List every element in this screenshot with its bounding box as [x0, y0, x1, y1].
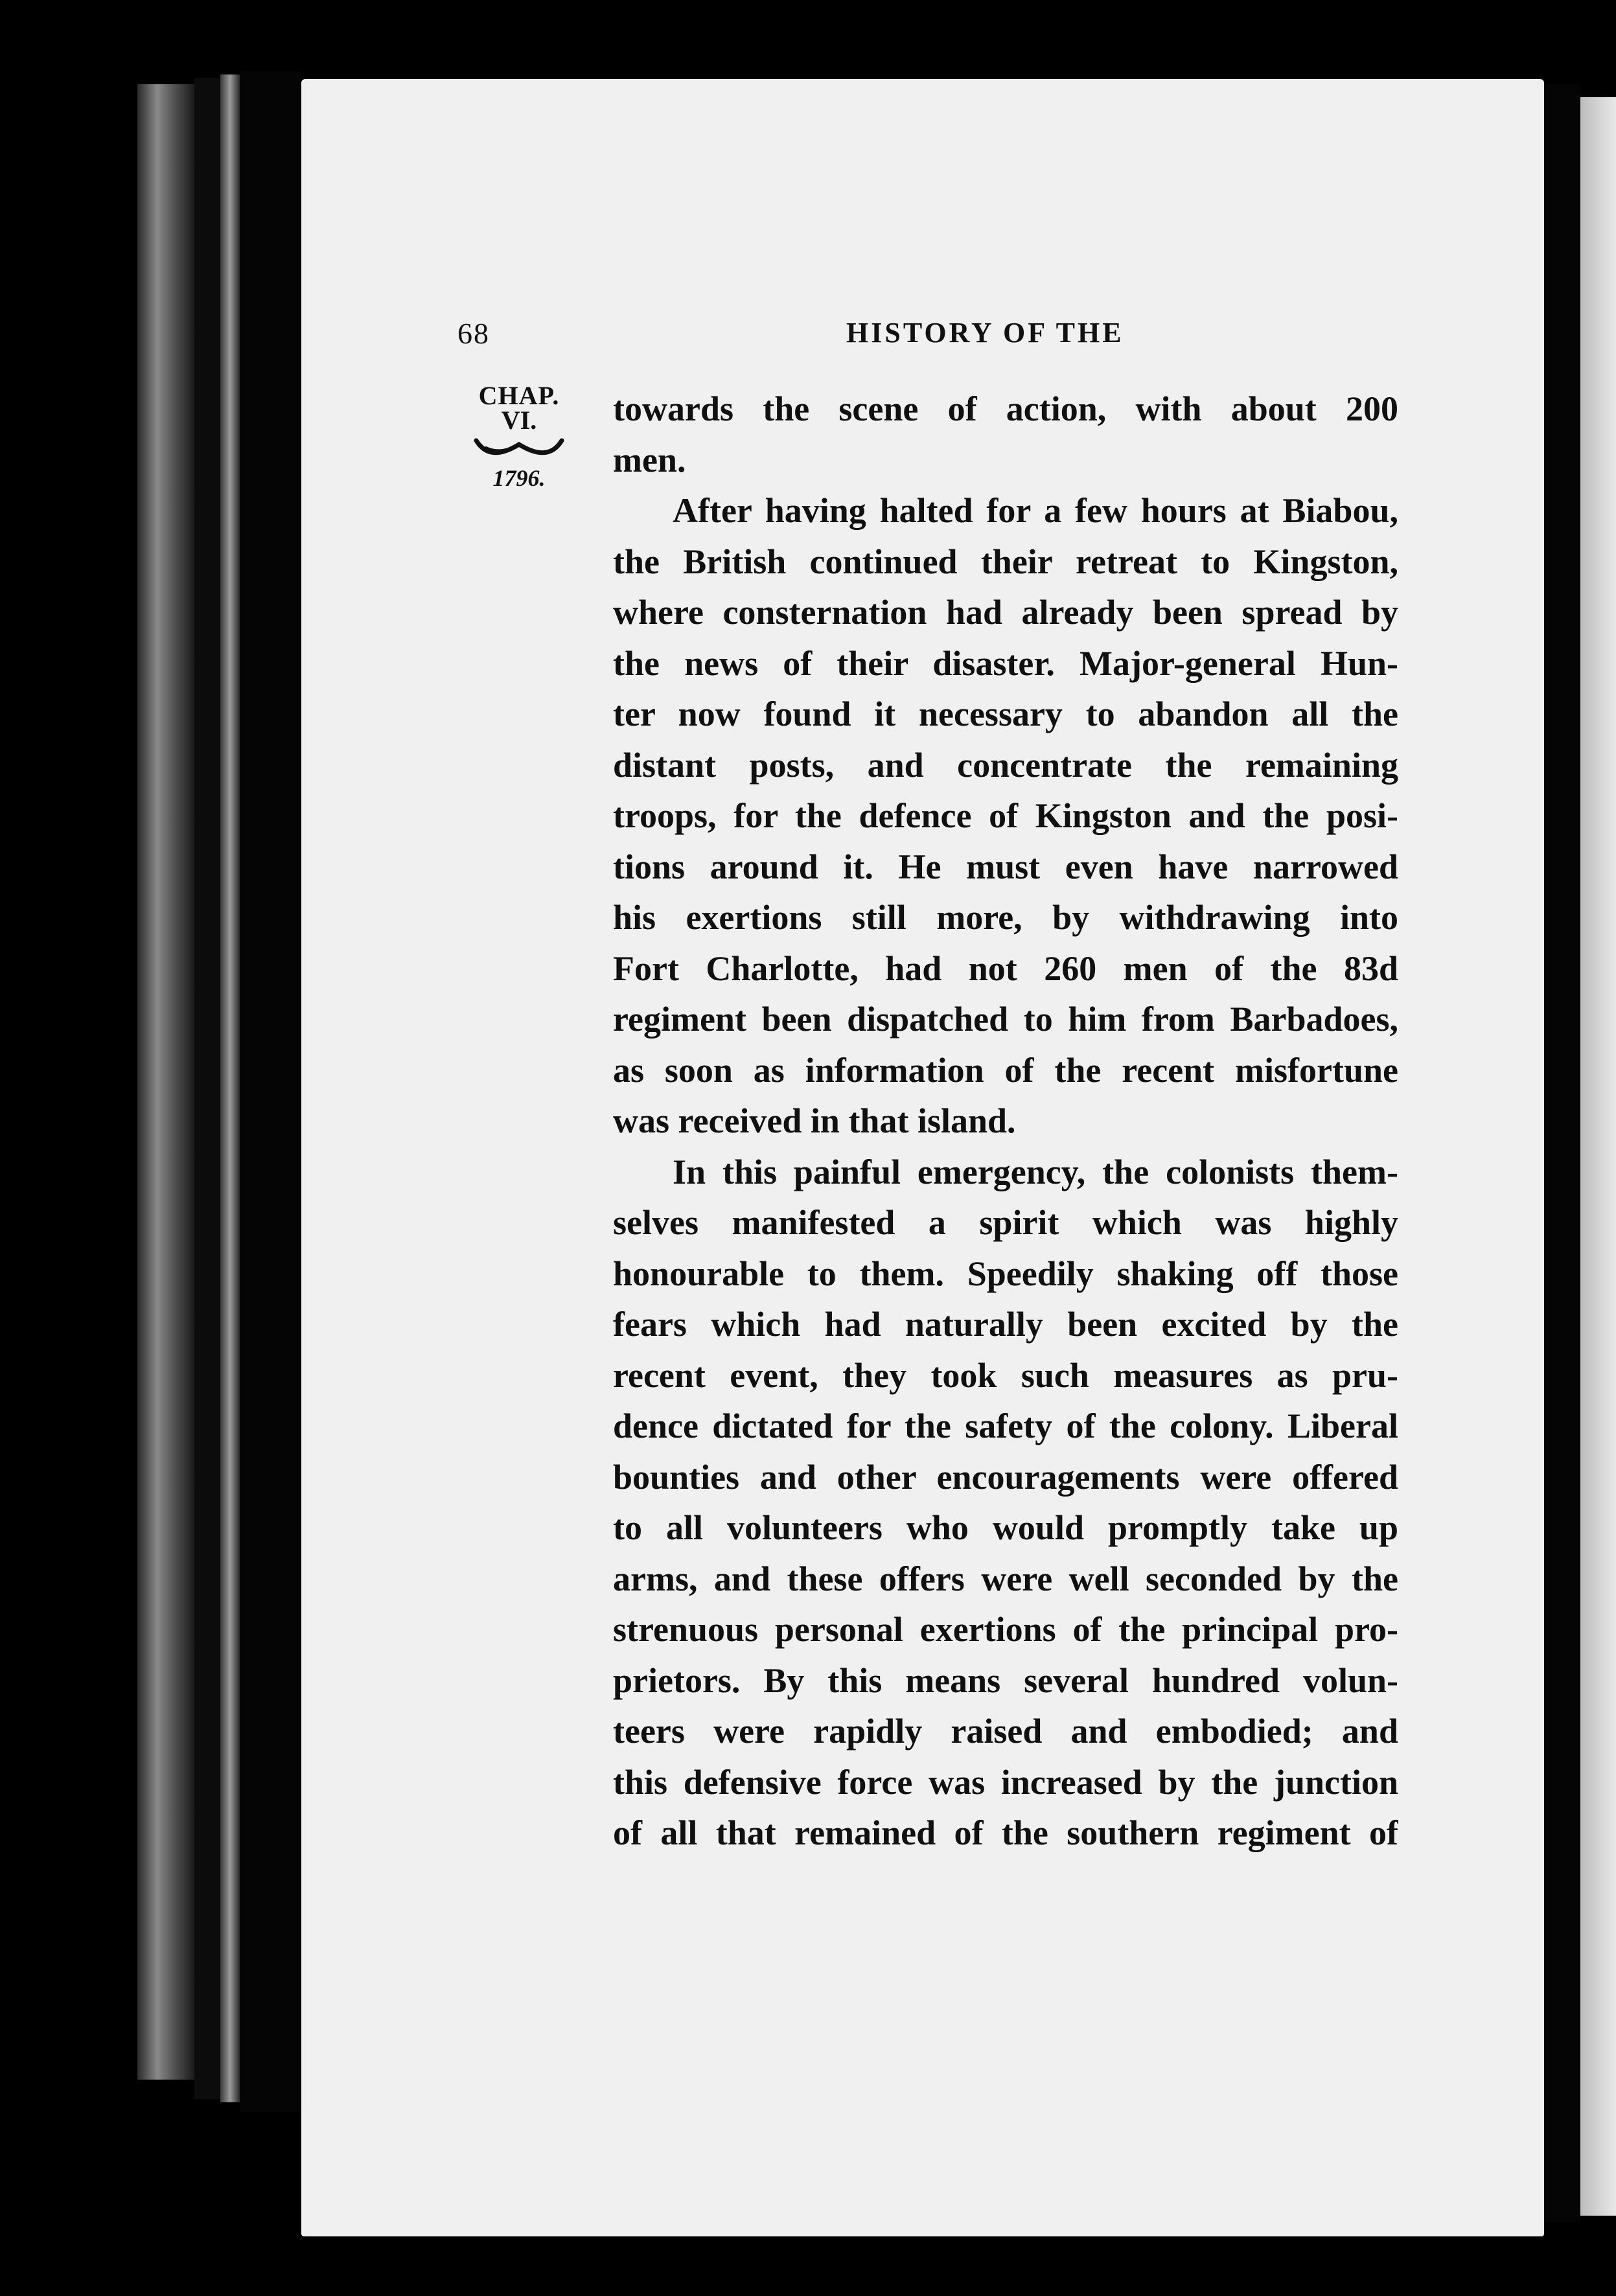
text-line: bounties and other encouragements were offered: [613, 1457, 1398, 1497]
text-line: towards the scene of action, with about 200: [613, 389, 1398, 428]
text-line: distant posts, and concentrate the remaining: [613, 745, 1398, 785]
text-line: the news of their disaster. Major-general Hun-: [613, 643, 1398, 683]
chapter-number: VI.: [501, 406, 537, 435]
text-line: strenuous personal exertions of the principal pro-: [613, 1610, 1398, 1649]
text-line: selves manifested a spirit which was highly: [613, 1203, 1398, 1242]
text-line: his exertions still more, by withdrawing into: [613, 898, 1398, 937]
text-line: honourable to them. Speedily shaking off those: [613, 1254, 1398, 1293]
book-spine-highlight: [220, 75, 240, 2102]
facing-page-sliver: [1580, 97, 1616, 2216]
text-line: the British continued their retreat to Kingston,: [613, 542, 1398, 581]
page-edge-shadow: [1544, 84, 1580, 2222]
text-line: troops, for the defence of Kingston and the posi-: [613, 796, 1398, 835]
swash-ornament-icon: [474, 435, 564, 457]
body-text: [613, 384, 1398, 1859]
text-line: recent event, they took such measures as pru-: [613, 1355, 1398, 1395]
text-line: where consternation had already been spread by: [613, 593, 1398, 632]
text-line: teers were rapidly raised and embodied; and: [613, 1712, 1398, 1751]
text-line: regiment been dispatched to him from Barbadoes,: [613, 1000, 1398, 1039]
text-line: fears which had naturally been excited by the: [613, 1305, 1398, 1344]
text-line: to all volunteers who would promptly take up: [613, 1508, 1398, 1547]
text-line: men.: [613, 440, 686, 479]
text-line: Fort Charlotte, had not 260 men of the 83d: [613, 948, 1398, 988]
text-line: this defensive force was increased by the junction: [613, 1762, 1398, 1802]
text-line: dence dictated for the safety of the colony. Liberal: [613, 1406, 1398, 1445]
page-number: 68: [457, 317, 490, 350]
text-line: In this painful emergency, the colonists them-: [673, 1152, 1398, 1191]
text-line: tions around it. He must even have narrowed: [613, 847, 1398, 886]
text-line: as soon as information of the recent misfortune: [613, 1050, 1398, 1090]
text-line: ter now found it necessary to abandon all the: [613, 695, 1398, 733]
text-line: arms, and these offers were well seconded by the: [613, 1559, 1398, 1598]
text-line: After having halted for a few hours at Biabou,: [673, 491, 1398, 530]
text-line: of all that remained of the southern regiment of: [613, 1813, 1398, 1852]
book-spine-edge: [137, 84, 194, 2080]
text-line: was received in that island.: [613, 1101, 1016, 1140]
chapter-label: CHAP.: [478, 381, 560, 410]
book-binding-shadow: [194, 78, 220, 2099]
running-head: HISTORY OF THE: [846, 317, 1124, 349]
page-header: [457, 316, 1391, 362]
book-gutter: [240, 71, 301, 2112]
margin-note: [470, 382, 568, 492]
text-line: prietors. By this means several hundred volun-: [613, 1660, 1398, 1700]
margin-year: 1796.: [492, 465, 546, 491]
